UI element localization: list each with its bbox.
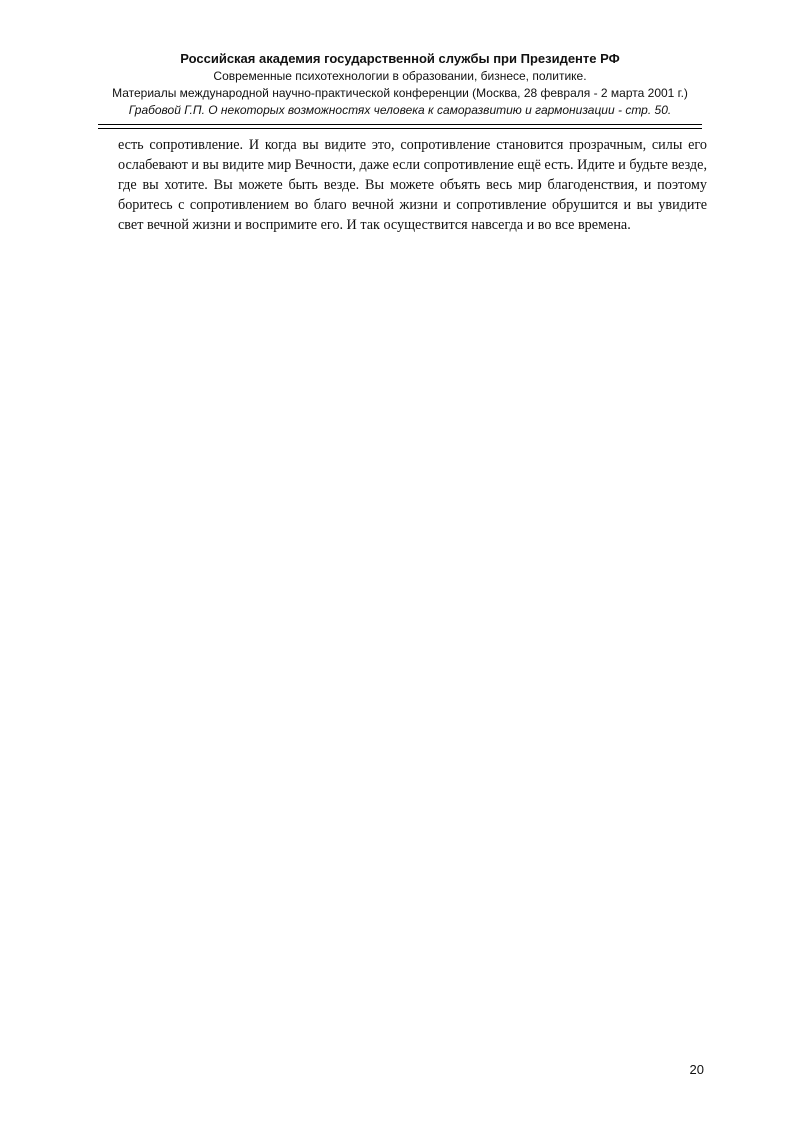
page-header	[98, 50, 702, 119]
header-rule-bottom	[98, 128, 702, 129]
page-number: 20	[689, 1062, 704, 1077]
document-body	[97, 136, 707, 236]
header-subtitle: Современные психотехнологии в образовании, бизнесе, политике.	[213, 69, 587, 83]
header-institution: Российская академия государственной службы при Президенте РФ	[180, 51, 620, 66]
header-citation: Грабовой Г.П. О некоторых возможностях человека к саморазвитию и гармонизации - стр. 50.	[128, 103, 672, 117]
intro-paragraph: есть сопротивление. И когда вы видите это, сопротивление становится прозрачным, силы его ослабевают и вы видите мир Вечности, даже если сопротивление ещё есть. Идите и будьте везде, где вы хотите. Вы можете быть везде. Вы можете объять весь мир благоденствия, и поэтому боритесь с сопротивлением во благо вечной жизни и сопротивление обрушится и вы увидите свет вечной жизни и воспримите его. И так осуществится навсегда и во все времена.	[118, 137, 707, 233]
header-rule-top	[98, 124, 702, 125]
header-conference: Материалы международной научно-практической конференции (Москва, 28 февраля - 2 марта 2001 г.)	[112, 86, 688, 100]
